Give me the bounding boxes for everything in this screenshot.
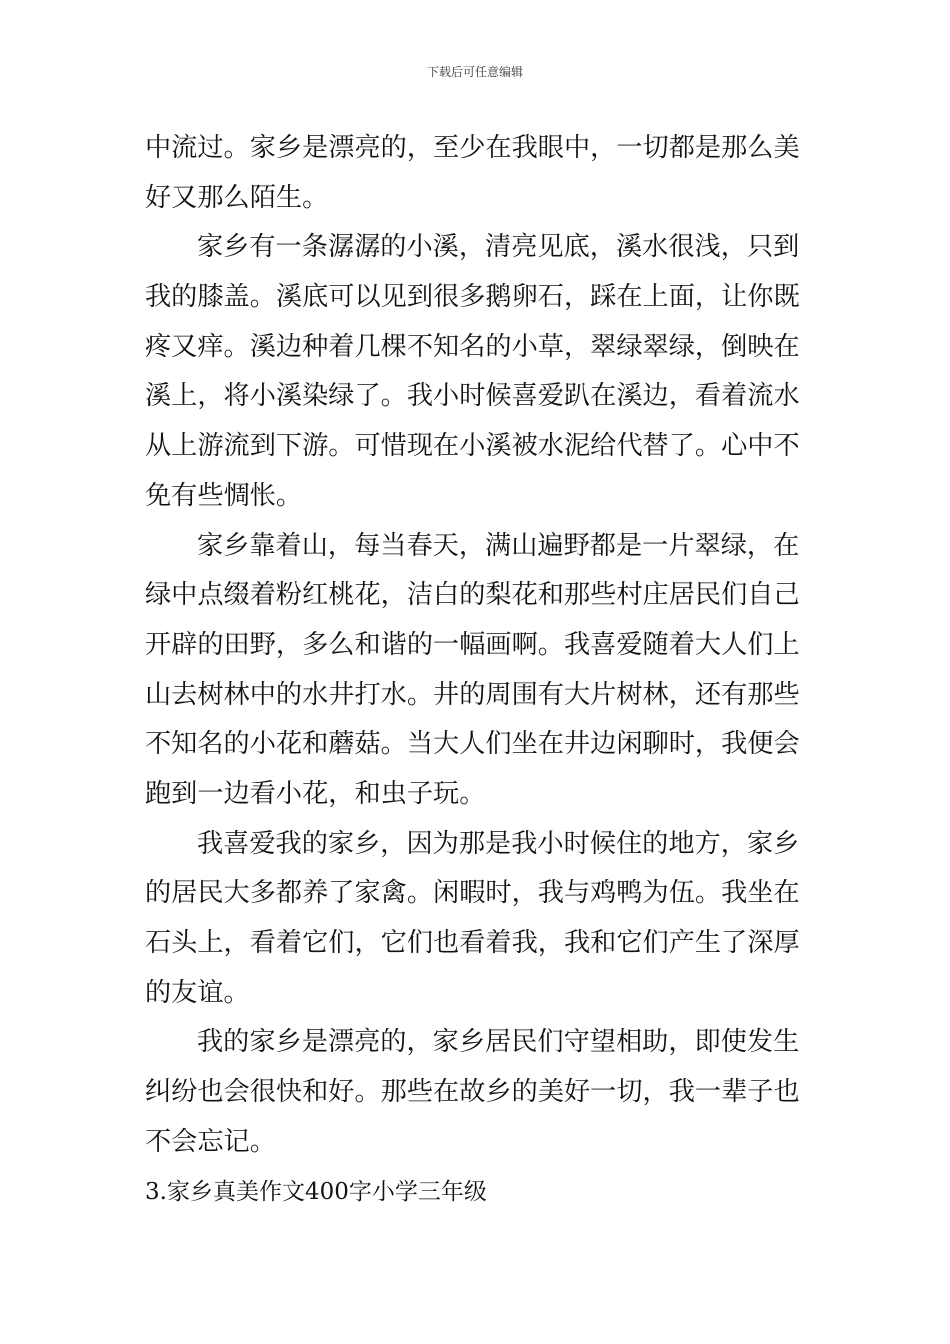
- paragraph: [145, 223, 810, 521]
- text-line: 我的家乡是漂亮的，家乡居民们守望相助，即使发生: [197, 1027, 800, 1058]
- section-heading: 3.家乡真美作文400字小学三年级: [145, 1179, 487, 1206]
- text-line: 从上游流到下游。可惜现在小溪被水泥给代替了。心中不: [145, 431, 800, 462]
- text-line: 绿中点缀着粉红桃花，洁白的梨花和那些村庄居民们自己: [145, 580, 800, 611]
- text-line: 家乡靠着山，每当春天，满山遍野都是一片翠绿，在: [197, 530, 800, 561]
- text-line: 不知名的小花和蘑菇。当大人们坐在井边闲聊时，我便会: [145, 729, 800, 760]
- text-line: 疼又痒。溪边种着几棵不知名的小草，翠绿翠绿，倒映在: [145, 331, 800, 362]
- page-header: 下载后可任意编辑: [426, 65, 523, 79]
- text-line: 溪上，将小溪染绿了。我小时候喜爱趴在溪边，看着流水: [145, 381, 800, 412]
- paragraph: [145, 820, 810, 1019]
- text-line: 我喜爱我的家乡，因为那是我小时候住的地方，家乡: [197, 828, 800, 859]
- text-line: 好又那么陌生。: [145, 182, 329, 213]
- text-line: 不会忘记。: [145, 1126, 276, 1157]
- paragraph: [145, 124, 810, 223]
- text-line: 家乡有一条潺潺的小溪，清亮见底，溪水很浅，只到: [197, 232, 800, 263]
- text-line: 的友谊。: [145, 977, 250, 1008]
- paragraph: [145, 1018, 810, 1167]
- text-line: 开辟的田野，多么和谐的一幅画啊。我喜爱随着大人们上: [145, 629, 800, 660]
- text-line: 的居民大多都养了家禽。闲暇时，我与鸡鸭为伍。我坐在: [145, 878, 800, 909]
- text-line: 山去树林中的水井打水。井的周围有大片树林，还有那些: [145, 679, 800, 710]
- text-line: 石头上，看着它们，它们也看着我，我和它们产生了深厚: [145, 928, 800, 958]
- paragraph: [145, 522, 810, 820]
- text-line: 纠纷也会很快和好。那些在故乡的美好一切，我一辈子也: [145, 1077, 800, 1108]
- text-line: 中流过。家乡是漂亮的，至少在我眼中，一切都是那么美: [145, 133, 800, 163]
- text-line: 免有些惆怅。: [145, 480, 303, 511]
- document-body: [145, 124, 810, 1215]
- text-line: 跑到一边看小花，和虫子玩。: [145, 778, 486, 809]
- text-line: 我的膝盖。溪底可以见到很多鹅卵石，踩在上面，让你既: [145, 282, 800, 313]
